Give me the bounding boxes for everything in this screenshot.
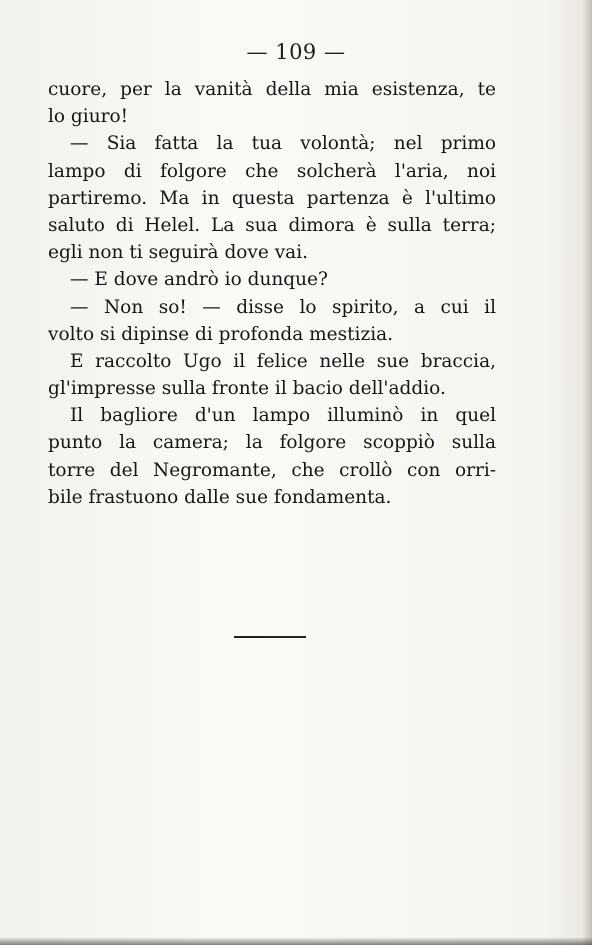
text-line-9: — Non so! — disse lo spirito, a cui il <box>70 296 496 318</box>
text-line-10: volto si dipinse di profonda mestizia. <box>48 323 394 345</box>
text-line-3: — Sia fatta la tua volontà; nel primo <box>70 133 496 155</box>
text-line-5: partiremo. Ma in questa partenza è l'ultimo <box>48 187 496 209</box>
page-bottom-shadow <box>0 937 592 945</box>
text-line-14: punto la camera; la folgore scoppiò sulla <box>48 432 496 454</box>
body-text <box>48 76 496 511</box>
text-line-15: torre del Negromante, che crollò con orri- <box>48 459 496 481</box>
text-line-8: — E dove andrò io dunque? <box>70 269 328 291</box>
text-line-13: Il bagliore d'un lampo illuminò in quel <box>70 405 496 427</box>
text-line-1: cuore, per la vanità della mia esistenza, te <box>48 79 496 100</box>
text-line-11: E raccolto Ugo il felice nelle sue braccia, <box>70 350 496 372</box>
section-divider-rule <box>234 636 306 638</box>
page-edge-shadow <box>582 0 592 945</box>
text-line-7: egli non ti seguirà dove vai. <box>48 242 308 264</box>
text-line-16: bile frastuono dalle sue fondamenta. <box>48 486 392 508</box>
text-line-2: lo giuro! <box>48 106 129 128</box>
text-line-4: lampo di folgore che solcherà l'aria, noi <box>48 160 496 182</box>
text-line-6: saluto di Helel. La sua dimora è sulla terra; <box>48 214 496 236</box>
page-number: — 109 — <box>246 40 346 64</box>
text-line-12: gl'impresse sulla fronte il bacio dell'addio. <box>48 378 446 400</box>
